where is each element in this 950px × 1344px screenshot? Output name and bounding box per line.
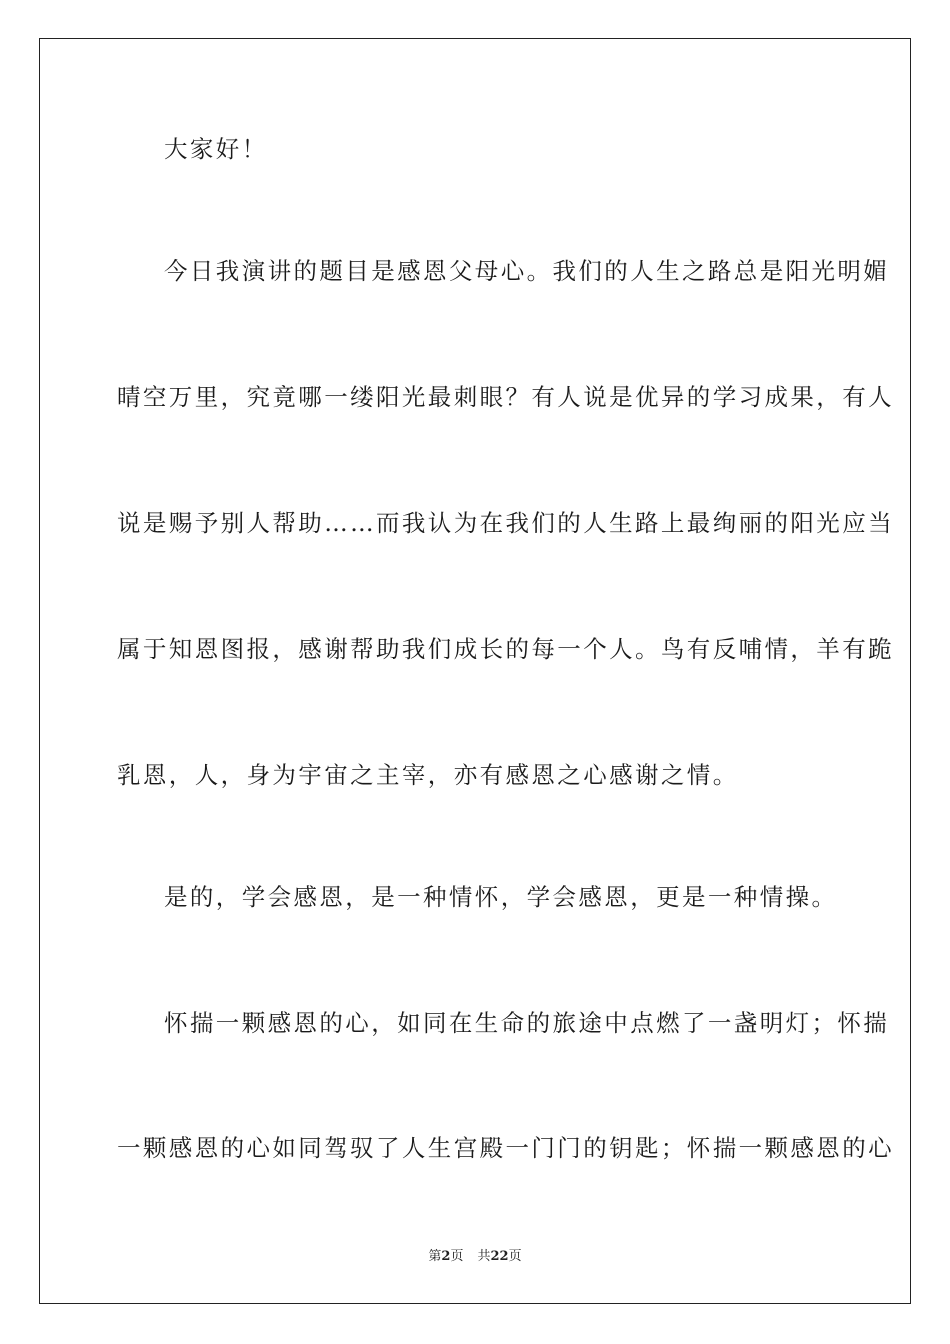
page-number: 2 <box>441 1249 451 1264</box>
greeting-line: 大家好！ <box>164 135 268 163</box>
paragraph-line: 怀揣一颗感恩的心，如同在生命的旅途中点燃了一盏明灯；怀揣 <box>164 1009 890 1037</box>
paragraph-line: 乳恩，人，身为宇宙之主宰，亦有感恩之心感谢之情。 <box>117 761 739 789</box>
page-border <box>39 38 911 1304</box>
page-footer <box>0 1249 950 1265</box>
total-prefix: 共 <box>477 1249 491 1264</box>
total-suffix: 页 <box>508 1249 522 1264</box>
paragraph-line: 属于知恩图报，感谢帮助我们成长的每一个人。鸟有反哺情，羊有跪 <box>117 635 894 663</box>
paragraph-line: 说是赐予别人帮助……而我认为在我们的人生路上最绚丽的阳光应当 <box>117 509 894 537</box>
paragraph-line: 晴空万里，究竟哪一缕阳光最刺眼？有人说是优异的学习成果，有人 <box>117 383 894 411</box>
paragraph-line: 今日我演讲的题目是感恩父母心。我们的人生之路总是阳光明媚 <box>164 257 890 285</box>
page-suffix: 页 <box>450 1249 464 1264</box>
page-prefix: 第 <box>428 1249 442 1264</box>
paragraph-line: 一颗感恩的心如同驾驭了人生宫殿一门门的钥匙；怀揣一颗感恩的心 <box>117 1134 894 1162</box>
paragraph-line: 是的，学会感恩，是一种情怀，学会感恩，更是一种情操。 <box>164 883 838 911</box>
total-pages: 22 <box>490 1249 509 1264</box>
